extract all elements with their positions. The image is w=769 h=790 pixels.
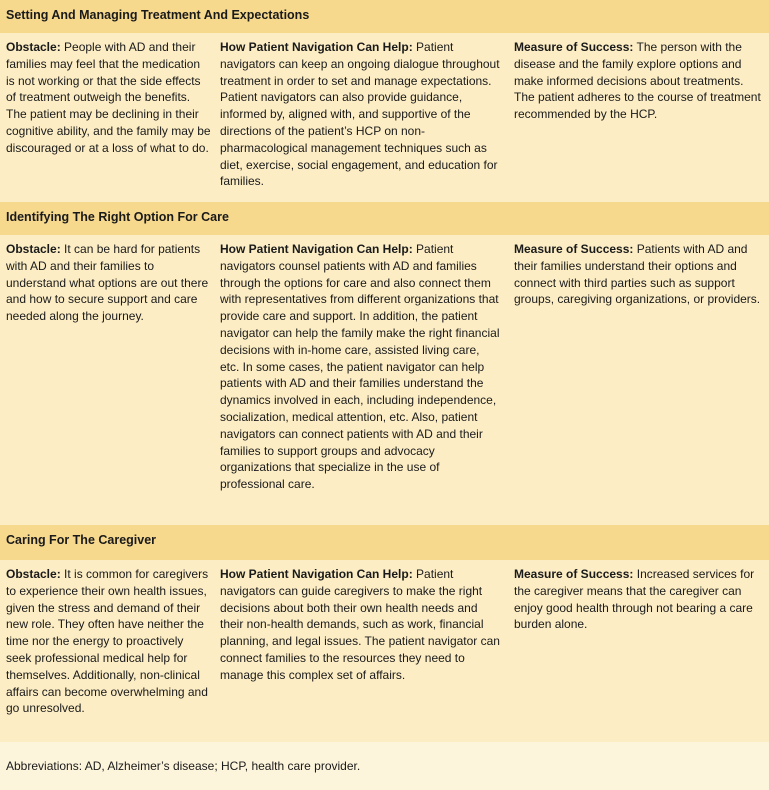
obstacle-text: It is common for caregivers to experience their own health issues, given the stress and demand of their new role. They often have neither the time nor the energy to proactively seek professional medical help for themselves. Additionally, non-clinical affairs can become overwhelming and go unresolved. (6, 567, 209, 716)
measure-cell (514, 39, 763, 202)
section-header-treatment: Setting And Managing Treatment And Expectations (0, 0, 769, 33)
footnote: Abbreviations: AD, Alzheimer’s disease; HCP, health care provider. (0, 742, 769, 790)
section-header-caregiver: Caring For The Caregiver (0, 525, 769, 560)
help-text: Patient navigators can keep an ongoing dialogue throughout treatment in order to set and manage expectations. Patient navigators can also provide guidance, informed by, aligned with, and supportive of the directions of the patient’s HCP on non-pharmacological management techniques such as diet, exercise, social engagement, and education for families. (220, 40, 500, 189)
section-body-caregiver (0, 560, 769, 742)
section-header-care-option: Identifying The Right Option For Care (0, 202, 769, 235)
measure-text: The person with the disease and the family explore options and make informed decisions about treatments. The patient adheres to the course of treatment recommended by the HCP. (514, 40, 761, 122)
section-body-care-option (0, 235, 769, 525)
section-body-treatment (0, 33, 769, 202)
obstacle-cell (6, 241, 220, 525)
measure-label: Measure of Success: (514, 242, 634, 256)
measure-text: Increased services for the caregiver means that the caregiver can enjoy good health through not bearing a care burden alone. (514, 567, 755, 632)
help-text: Patient navigators counsel patients with AD and families through the options for care and also connect them with representatives from different organizations that provide care and support. In addition, the patient navigator can help the family make the right financial decisions with in-home care, assisted living care, etc. In some cases, the patient navigator can help patients with AD and their families understand the dynamics involved in each, including independence, socialization, medical attention, etc. Also, patient navigators can connect patients with AD and their families to support groups and advocacy organizations that specialize in the use of professional care. (220, 242, 500, 492)
obstacle-label: Obstacle: (6, 567, 61, 581)
help-label: How Patient Navigation Can Help: (220, 40, 413, 54)
help-cell (220, 566, 514, 742)
obstacle-text: People with AD and their families may feel that the medication is not working or that the side effects of treatment outweigh the benefits. The patient may be declining in their cognitive ability, and the family may be discouraged or at a loss of what to do. (6, 40, 211, 155)
help-label: How Patient Navigation Can Help: (220, 242, 413, 256)
measure-text: Patients with AD and their families understand their options and connect with third parties such as support groups, caregiving organizations, or providers. (514, 242, 761, 307)
obstacle-cell (6, 39, 220, 202)
obstacle-text: It can be hard for patients with AD and their families to understand what options are out there and how to secure support and care needed along the journey. (6, 242, 209, 324)
help-cell (220, 39, 514, 202)
measure-cell (514, 566, 763, 742)
help-text: Patient navigators can guide caregivers to make the right decisions about both their own health needs and their non-health demands, such as work, financial planning, and legal issues. The patient navigator can connect families to the resources they need to manage this complex set of affairs. (220, 567, 500, 682)
obstacle-label: Obstacle: (6, 40, 61, 54)
obstacle-cell (6, 566, 220, 742)
measure-label: Measure of Success: (514, 567, 634, 581)
measure-cell (514, 241, 763, 525)
obstacle-label: Obstacle: (6, 242, 61, 256)
help-label: How Patient Navigation Can Help: (220, 567, 413, 581)
help-cell (220, 241, 514, 525)
measure-label: Measure of Success: (514, 40, 634, 54)
